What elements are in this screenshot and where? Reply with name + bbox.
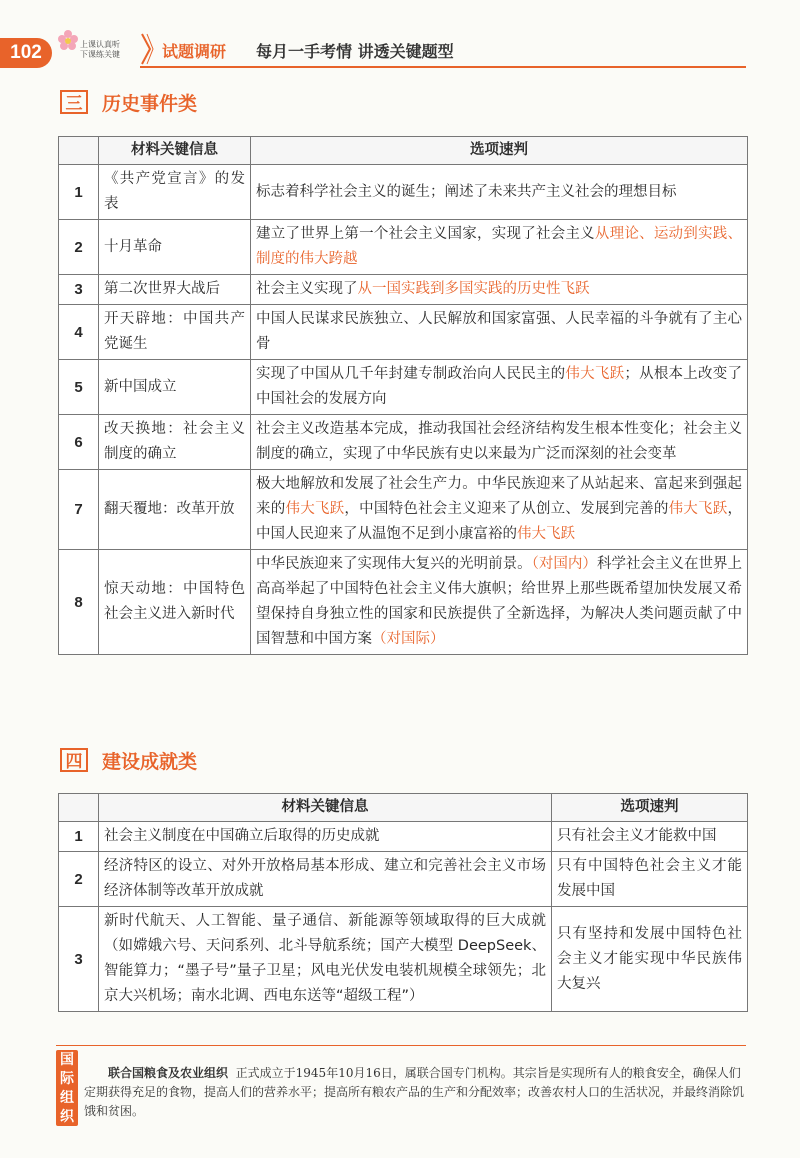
construction-achievements-table: [58, 793, 748, 1012]
table-row: [59, 470, 748, 550]
section-4-number: 四: [60, 748, 88, 772]
header-slogan: [80, 40, 120, 60]
key-info-cell: 社会主义制度在中国确立后取得的历史成就: [99, 822, 552, 852]
judge-text: ，中国人民迎来了从温饱不足到小康富裕的: [256, 501, 742, 542]
page-header: [0, 18, 800, 70]
judge-cell: [251, 305, 748, 360]
header-cell-blank: [59, 794, 99, 822]
judge-text: 实现了中国从几千年封建专制政治向人民民主的: [256, 366, 566, 382]
header-rule: [140, 66, 746, 68]
highlight-text: 伟大飞跃: [285, 501, 345, 517]
table-header-row: [59, 137, 748, 165]
row-number: 1: [59, 165, 99, 220]
header-quick-judge: 选项速判: [552, 794, 748, 822]
judge-text: 社会主义实现了: [256, 281, 358, 297]
section-4-title: [60, 746, 197, 774]
header-cell-blank: [59, 137, 99, 165]
row-number: 5: [59, 360, 99, 415]
judge-text: 极大地解放和发展了社会生产力。中华民族迎来了从站起来、富起来到强起来的: [256, 476, 742, 517]
note-badge: 国际组织: [56, 1050, 78, 1126]
judge-text: 中国人民谋求民族独立、人民解放和国家富强、人民幸福的斗争就有了主心骨: [256, 311, 742, 352]
chevron-divider-icon: [140, 32, 154, 66]
row-number: 7: [59, 470, 99, 550]
key-info-cell: 《共产党宣言》的发表: [99, 165, 251, 220]
table-row: [59, 907, 748, 1012]
table-row: [59, 852, 748, 907]
key-info-cell: 十月革命: [99, 220, 251, 275]
table-row: [59, 360, 748, 415]
key-info-cell: 新中国成立: [99, 360, 251, 415]
highlight-text: 从理论、运动到实践、制度的伟大跨越: [256, 226, 742, 267]
knowledge-note: [84, 1064, 744, 1121]
judge-cell: 只有中国特色社会主义才能发展中国: [552, 852, 748, 907]
table-row: [59, 822, 748, 852]
key-info-cell: 第二次世界大战后: [99, 275, 251, 305]
judge-text: 科学社会主义在世界上高高举起了中国特色社会主义伟大旗帜；给世界上那些既希望加快发展又希望保持自身独立性的国家和民族提供了全新选择，为解决人类问题贡献了中国智慧和中国方案: [256, 556, 743, 647]
judge-cell: 只有坚持和发展中国特色社会主义才能实现中华民族伟大复兴: [552, 907, 748, 1012]
row-number: 2: [59, 220, 99, 275]
header-key-info: 材料关键信息: [99, 137, 251, 165]
header-quick-judge: 选项速判: [251, 137, 748, 165]
construction-achievements-body: [59, 822, 748, 1012]
highlight-text: 伟大飞跃: [517, 526, 575, 542]
highlight-text: 伟大飞跃: [668, 501, 728, 517]
key-info-cell: 新时代航天、人工智能、量子通信、新能源等领域取得的巨大成就（如嫦娥六号、天问系列、北斗导航系统；国产大模型 DeepSeek、智能算力；“墨子号”量子卫星；风电光伏发电装机规模全球领先；北京大兴机场；南水北调、西电东送等“超级工程”）: [99, 907, 552, 1012]
table-row: [59, 275, 748, 305]
judge-cell: [251, 165, 748, 220]
judge-text: 标志着科学社会主义的诞生；阐述了未来共产主义社会的理想目标: [256, 183, 677, 200]
highlight-text: （对国际）: [372, 631, 445, 647]
judge-cell: 只有社会主义才能救中国: [552, 822, 748, 852]
judge-text: 社会主义改造基本完成，推动我国社会经济结构发生根本性变化；社会主义制度的确立，实现了中华民族有史以来最为广泛而深刻的社会变革: [256, 421, 742, 462]
highlight-text: 从一国实践到多国实践的历史性飞跃: [357, 281, 590, 297]
row-number: 3: [59, 907, 99, 1012]
note-body: 正式成立于1945年10月16日，属联合国专门机构。其宗旨是实现所有人的粮食安全，确保人们定期获得充足的食物，提高人们的营养水平；提高所有粮农产品的生产和分配效率；改善农村人口的生活状况，并最终消除饥饿和贫困。: [84, 1066, 745, 1118]
slogan-line-2: 下课练关键: [80, 50, 120, 59]
section-3-number: 三: [60, 90, 88, 114]
table-row: [59, 415, 748, 470]
slogan-line-1: 上课认真听: [80, 40, 120, 49]
highlight-text: 伟大飞跃: [565, 366, 625, 382]
history-events-body: [59, 165, 748, 655]
history-events-table: [58, 136, 748, 655]
row-number: 1: [59, 822, 99, 852]
row-number: 3: [59, 275, 99, 305]
key-info-cell: 翻天覆地：改革开放: [99, 470, 251, 550]
key-info-cell: 改天换地：社会主义制度的确立: [99, 415, 251, 470]
section-3-heading: 历史事件类: [102, 92, 198, 115]
header-key-info: 材料关键信息: [99, 794, 552, 822]
flower-logo-icon: [56, 28, 80, 52]
note-term: 联合国粮食及农业组织: [108, 1066, 229, 1080]
note-rule: [56, 1045, 746, 1046]
row-number: 2: [59, 852, 99, 907]
table-header-row: [59, 794, 748, 822]
judge-text: 建立了世界上第一个社会主义国家，实现了社会主义: [256, 226, 595, 242]
key-info-cell: 开天辟地：中国共产党诞生: [99, 305, 251, 360]
judge-cell: [251, 550, 748, 655]
table-row: [59, 305, 748, 360]
column-title: 试题调研: [162, 42, 227, 61]
judge-text: ，中国特色社会主义迎来了从创立、发展到完善的: [344, 501, 669, 517]
page-number: 102: [0, 38, 52, 68]
row-number: 8: [59, 550, 99, 655]
judge-cell: [251, 470, 748, 550]
row-number: 6: [59, 415, 99, 470]
table-row: [59, 220, 748, 275]
section-3-title: [60, 88, 197, 116]
header-subtitle: 每月一手考情 讲透关键题型: [256, 42, 454, 61]
judge-text: ；从根本上改变了中国社会的发展方向: [256, 366, 742, 407]
judge-cell: [251, 275, 748, 305]
highlight-text: （对国内）: [531, 556, 597, 572]
table-row: [59, 165, 748, 220]
row-number: 4: [59, 305, 99, 360]
judge-text: 中华民族迎来了实现伟大复兴的光明前景。: [256, 556, 532, 572]
judge-cell: [251, 360, 748, 415]
judge-cell: [251, 415, 748, 470]
key-info-cell: 惊天动地：中国特色社会主义进入新时代: [99, 550, 251, 655]
judge-cell: [251, 220, 748, 275]
key-info-cell: 经济特区的设立、对外开放格局基本形成、建立和完善社会主义市场经济体制等改革开放成就: [99, 852, 552, 907]
section-4-heading: 建设成就类: [102, 750, 198, 773]
table-row: [59, 550, 748, 655]
